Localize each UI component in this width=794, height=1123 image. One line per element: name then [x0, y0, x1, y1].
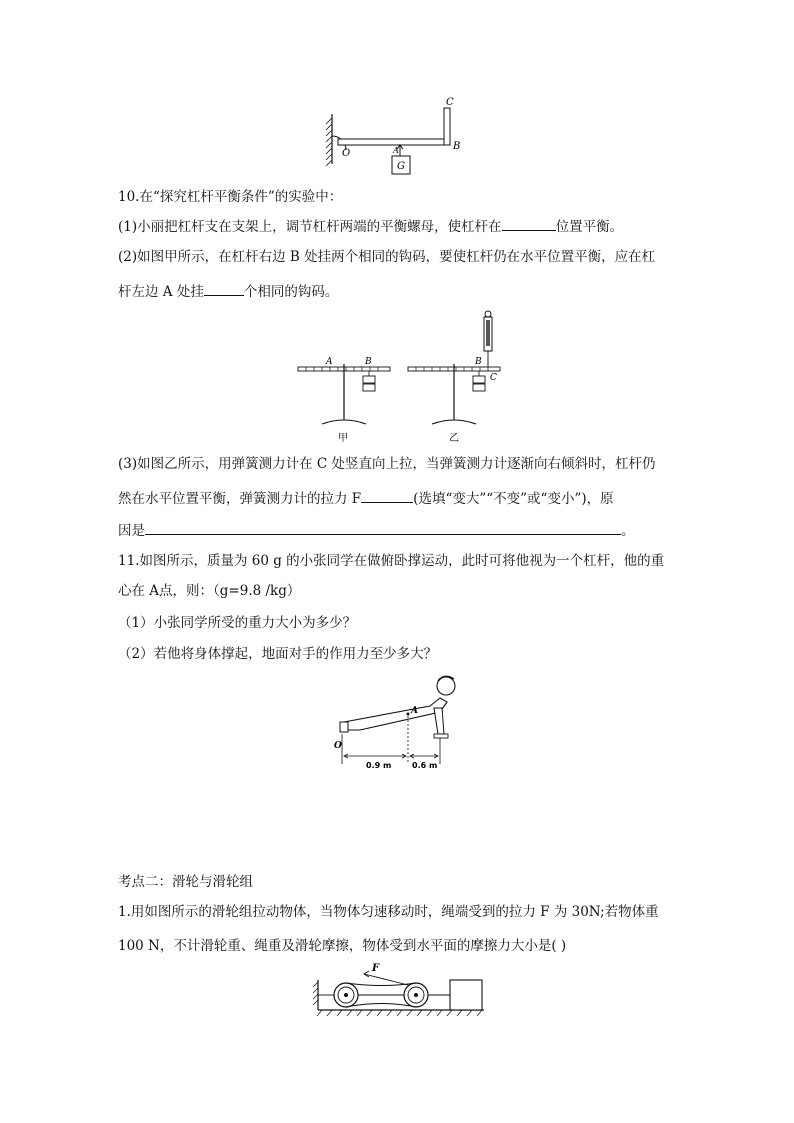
q10-part3-text-d: 因是 — [118, 523, 145, 539]
q10-part3-line1: (3)如图乙所示，用弹簧测力计在 C 处竖直向上拉，当弹簧测力计逐渐向右倾斜时，杠杆仍 — [118, 456, 656, 472]
q10-part3-line2 — [118, 488, 614, 509]
lever-figure-top — [318, 94, 468, 178]
pushup-diagram — [330, 668, 470, 772]
q10-part3-blank-2[interactable] — [145, 520, 621, 535]
q11-line1: 11.如图所示，质量为 60 g 的小张同学在做俯卧撑运动，此时可将他视为一个杠杆，他的重 — [118, 553, 665, 569]
label-o-pushup: O — [334, 741, 342, 751]
q10-part2-line2 — [118, 281, 338, 302]
q11-line2: 心在 A点，则：（g=9.8 /kg） — [118, 583, 301, 599]
lever-jia — [298, 357, 390, 444]
caption-jia: 甲 — [338, 433, 348, 444]
q10-part2-text-b: 杆左边 A 处挂 — [118, 284, 204, 300]
pulley-figure — [312, 958, 490, 1020]
label-b-yi: B — [475, 357, 482, 367]
label-a-jia: A — [326, 357, 333, 367]
q10-part1 — [118, 216, 623, 237]
lever-diagram-jia-yi — [292, 306, 512, 446]
q11-sub2: （2）若他将身体撑起，地面对手的作用力至少多大？ — [118, 646, 438, 662]
label-o: O — [342, 148, 351, 159]
q11-sub1: （1）小张同学所受的重力大小为多少？ — [118, 615, 357, 631]
q10-part3-text-e: 。 — [621, 523, 635, 539]
dim-0-9m: 0.9 m — [366, 761, 392, 770]
q10-part3-line3 — [118, 520, 635, 541]
lever-figures-jia-yi — [292, 306, 512, 446]
label-g: G — [397, 161, 405, 172]
dim-0-6m: 0.6 m — [412, 761, 438, 770]
q10-part1-text-b: 位置平衡。 — [555, 219, 624, 235]
q10-part2-blank[interactable] — [204, 281, 244, 296]
label-a-pushup: A — [411, 706, 418, 716]
pushup-figure — [330, 668, 470, 772]
label-b: B — [453, 141, 461, 152]
pulley-diagram — [312, 958, 490, 1020]
q10-title: 10.在“探究杠杆平衡条件”的实验中： — [118, 189, 343, 205]
q10-part2-line1: (2)如图甲所示，在杠杆右边 B 处挂两个相同的钩码，要使杠杆仍在水平位置平衡，应在杠 — [118, 249, 656, 265]
label-f: F — [372, 963, 380, 974]
s2-q1-line2: 100 N，不计滑轮重、绳重及滑轮摩擦，物体受到水平面的摩擦力大小是( ) — [118, 938, 567, 954]
q10-part3-blank-1[interactable] — [361, 488, 413, 503]
q10-part2-text-c: 个相同的钩码。 — [243, 284, 339, 300]
q10-part1-blank[interactable] — [502, 216, 556, 231]
label-b-jia: B — [365, 357, 372, 367]
q10-part3-text-c: (选填“变大”“不变”或“变小”)，原 — [413, 491, 614, 507]
caption-yi: 乙 — [449, 433, 459, 444]
section2-heading: 考点二：滑轮与滑轮组 — [118, 874, 253, 890]
q10-part3-text-b: 然在水平位置平衡，弹簧测力计的拉力 F — [118, 491, 362, 507]
lever-yi — [408, 311, 500, 444]
label-a: A — [393, 146, 399, 155]
label-c: C — [446, 97, 454, 108]
s2-q1-line1: 1.用如图所示的滑轮组拉动物体，当物体匀速移动时，绳端受到的拉力 F 为 30N;若物体重 — [118, 904, 659, 920]
label-c-yi: C — [490, 373, 497, 383]
lever-diagram-top — [318, 94, 468, 178]
q10-part1-text-a: (1)小丽把杠杆支在支架上，调节杠杆两端的平衡螺母，使杠杆在 — [118, 219, 502, 235]
